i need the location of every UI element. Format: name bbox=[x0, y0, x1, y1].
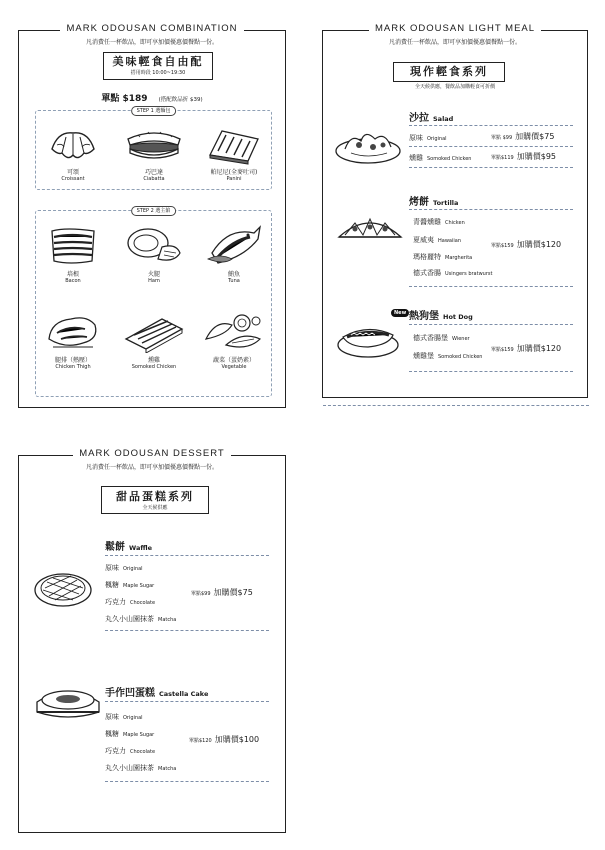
waffle-row-matcha: 丸久小山園抹茶 Matcha bbox=[105, 615, 177, 623]
croissant-icon bbox=[48, 125, 98, 165]
food-chicken-thigh bbox=[41, 309, 105, 370]
ham-icon bbox=[124, 223, 184, 267]
food-tuna bbox=[202, 223, 266, 284]
smoked-chicken-en: Somoked Chicken bbox=[131, 364, 177, 370]
divider bbox=[409, 209, 573, 210]
ciabatta-icon bbox=[124, 125, 184, 165]
food-ham bbox=[122, 223, 186, 284]
tortilla-row-hawaiian: 夏威夷 Hawaiian bbox=[413, 236, 461, 244]
dessert-title: MARK ODOUSAN DESSERT bbox=[73, 448, 230, 459]
castella-price: 單點$120 加購價$100 bbox=[189, 735, 260, 744]
food-panini bbox=[202, 125, 266, 182]
waffle-title bbox=[105, 538, 152, 553]
tuna-icon bbox=[204, 223, 264, 267]
castella-title-zh: 手作凹蛋糕 bbox=[105, 688, 155, 699]
salad-row-original: 原味 Original bbox=[409, 134, 447, 142]
hotdog-row-chicken: 燻雞堡 Somoked Chicken bbox=[413, 352, 483, 360]
hotdog-title-zh: 熱狗堡 bbox=[409, 311, 439, 322]
panini-en: Panini bbox=[226, 176, 242, 182]
chicken-thigh-icon bbox=[43, 309, 103, 353]
combination-hours: 搭用時段 10:00~19:30 bbox=[130, 70, 186, 76]
light-meal-heading: 現作輕食系列 bbox=[410, 65, 488, 78]
smoked-chicken-zh: 燻雞 bbox=[147, 357, 160, 364]
divider bbox=[323, 405, 589, 406]
light-meal-subtitle: 凡消費任一杯飲品，即可享加價優惠價餐點一份。 bbox=[388, 39, 521, 46]
ham-zh: 火腿 bbox=[147, 271, 160, 278]
food-vegetable bbox=[202, 309, 266, 370]
combination-subtitle: 凡消費任一杯飲品，即可享加價優惠價餐點一份。 bbox=[85, 39, 218, 46]
panini-zh: 帕尼尼(全麥吐司) bbox=[210, 169, 258, 176]
combination-menu-panel bbox=[18, 23, 286, 408]
hotdog-title-en: Hot Dog bbox=[443, 313, 473, 321]
castella-row-maple: 楓糖 Maple Sugar bbox=[105, 730, 155, 738]
divider bbox=[409, 125, 573, 126]
dessert-panel bbox=[18, 448, 286, 833]
panini-icon bbox=[204, 125, 264, 165]
vegetable-en: Vegetable bbox=[221, 364, 247, 370]
salad-icon bbox=[333, 123, 403, 167]
bacon-icon bbox=[46, 223, 100, 267]
smoked-chicken-icon bbox=[122, 309, 186, 353]
castella-row-chocolate: 巧克力 Chocolate bbox=[105, 747, 156, 755]
tortilla-price: 單點$159 加購價$120 bbox=[491, 240, 562, 249]
waffle-row-chocolate: 巧克力 Chocolate bbox=[105, 598, 156, 606]
divider bbox=[105, 555, 269, 556]
waffle-title-zh: 鬆餅 bbox=[105, 542, 125, 553]
salad-price-original: 單點 $99 加購價$75 bbox=[491, 132, 555, 141]
croissant-en: Croissant bbox=[61, 176, 85, 182]
light-meal-panel bbox=[322, 23, 588, 398]
tortilla-icon bbox=[335, 211, 405, 247]
food-smoked-chicken bbox=[122, 309, 186, 370]
vegetable-zh: 蔬菜（蛋奶素） bbox=[212, 357, 255, 364]
divider bbox=[105, 781, 269, 782]
dessert-heading-box bbox=[101, 486, 209, 514]
salad-row-chicken: 燻雞 Somoked Chicken bbox=[409, 154, 472, 162]
step2-label: STEP 2 選主餡 bbox=[131, 206, 177, 216]
step1-box bbox=[35, 110, 272, 190]
combination-price: 單點 $189 bbox=[101, 94, 148, 104]
dessert-subtitle: 凡消費任一杯飲品，即可享加價優惠價餐點一份。 bbox=[85, 464, 218, 471]
dessert-heading-note: 全天候供應 bbox=[142, 505, 168, 511]
bacon-en: Bacon bbox=[65, 278, 81, 284]
hotdog-price: 單點$159 加購價$120 bbox=[491, 344, 562, 353]
divider bbox=[105, 630, 269, 631]
tortilla-row-bratwurst: 德式香腸 Usingers bratwurst bbox=[413, 269, 493, 277]
waffle-title-en: Waffle bbox=[129, 544, 152, 552]
light-meal-title: MARK ODOUSAN LIGHT MEAL bbox=[369, 23, 541, 34]
tortilla-title bbox=[409, 193, 458, 208]
ciabatta-zh: 巧巴達 bbox=[144, 169, 163, 176]
hotdog-title bbox=[409, 307, 473, 322]
chicken-thigh-zh: 腿排（熱壓） bbox=[54, 357, 91, 364]
dessert-heading: 甜品蛋糕系列 bbox=[116, 490, 194, 503]
chicken-thigh-en: Chicken Thigh bbox=[55, 364, 91, 370]
tuna-zh: 鮪魚 bbox=[227, 271, 240, 278]
castella-row-original: 原味 Original bbox=[105, 713, 143, 721]
vegetable-icon bbox=[202, 309, 266, 353]
divider bbox=[409, 324, 573, 325]
combination-price-note: (搭配飲品折 $39) bbox=[158, 97, 203, 103]
food-ciabatta bbox=[122, 125, 186, 182]
castella-cake-icon bbox=[33, 678, 103, 724]
food-croissant bbox=[41, 125, 105, 182]
divider bbox=[409, 286, 573, 287]
light-meal-heading-note: 全天候供應，餐飲品加購輕食可折價 bbox=[414, 84, 495, 90]
salad-title-zh: 沙拉 bbox=[409, 113, 429, 124]
tortilla-title-en: Tortilla bbox=[433, 199, 459, 207]
food-bacon bbox=[41, 223, 105, 284]
combination-title: MARK ODOUSAN COMBINATION bbox=[60, 23, 243, 34]
hotdog-row-wiener: 德式香腸堡 Wiener bbox=[413, 334, 470, 342]
salad-title bbox=[409, 109, 453, 124]
castella-row-matcha: 丸久小山園抹茶 Matcha bbox=[105, 764, 177, 772]
waffle-row-maple: 楓糖 Maple Sugar bbox=[105, 581, 155, 589]
salad-price-chicken: 單點$119 加購價$95 bbox=[491, 152, 557, 161]
salad-title-en: Salad bbox=[433, 115, 454, 123]
tortilla-title-zh: 烤餅 bbox=[409, 197, 429, 208]
bacon-zh: 培根 bbox=[66, 271, 79, 278]
divider bbox=[409, 371, 573, 372]
tuna-en: Tuna bbox=[228, 278, 240, 284]
croissant-zh: 可頌 bbox=[66, 169, 79, 176]
combination-price-line bbox=[19, 86, 285, 105]
waffle-price: 單點$99 加購價$75 bbox=[191, 588, 253, 597]
divider bbox=[409, 146, 573, 147]
tortilla-row-chicken: 青醬燻雞 Chicken bbox=[413, 218, 465, 226]
hotdog-icon bbox=[335, 315, 401, 361]
light-meal-heading-box bbox=[393, 62, 505, 82]
waffle-row-original: 原味 Original bbox=[105, 564, 143, 572]
new-badge: New bbox=[391, 309, 409, 317]
step1-label: STEP 1 選麵包 bbox=[131, 106, 177, 116]
castella-title-en: Castella Cake bbox=[159, 690, 209, 698]
tortilla-row-margherita: 瑪格麗特 Margherita bbox=[413, 253, 473, 261]
castella-title bbox=[105, 684, 208, 699]
divider bbox=[409, 167, 573, 168]
waffle-icon bbox=[33, 566, 93, 610]
ciabatta-en: Ciabatta bbox=[143, 176, 165, 182]
step2-box bbox=[35, 210, 272, 397]
divider bbox=[105, 701, 269, 702]
ham-en: Ham bbox=[148, 278, 160, 284]
combination-heading: 美味輕食自由配 bbox=[112, 55, 204, 68]
combination-heading-box bbox=[103, 52, 213, 80]
